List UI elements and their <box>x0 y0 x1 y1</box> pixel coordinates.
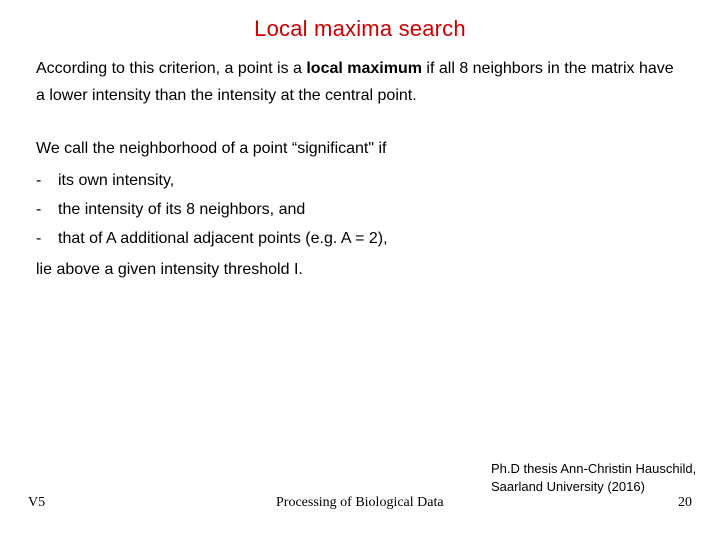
footer-course-title: Processing of Biological Data <box>276 495 444 510</box>
bullet-text: that of A additional adjacent points (e.g. A = 2), <box>58 230 388 247</box>
definition-paragraph <box>36 55 686 109</box>
bullet-item <box>36 230 388 248</box>
bullet-dash: - <box>36 172 42 189</box>
closing-sentence: lie above a given intensity threshold I. <box>36 261 303 278</box>
footer-citation <box>491 460 696 496</box>
significance-intro: We call the neighborhood of a point “significant" if <box>36 140 387 157</box>
bullet-item <box>36 201 305 219</box>
definition-text-end: if all 8 neighbors in the matrix have a lower intensity than the intensity at the central point. <box>36 60 674 104</box>
slide-title: Local maxima search <box>254 16 466 41</box>
definition-text-start: According to this criterion, a point is a <box>36 60 307 77</box>
bullet-text: the intensity of its 8 neighbors, and <box>58 201 306 218</box>
citation-line-1: Ph.D thesis Ann-Christin Hauschild, <box>491 461 697 476</box>
bullet-item <box>36 172 174 190</box>
page-number: 20 <box>678 495 692 510</box>
bullet-text: its own intensity, <box>58 172 175 189</box>
local-maximum-term: local maximum <box>306 60 422 77</box>
citation-line-2: Saarland University (2016) <box>491 479 645 494</box>
bullet-dash: - <box>36 230 42 247</box>
footer-version: V5 <box>28 495 46 510</box>
bullet-dash: - <box>36 201 42 218</box>
